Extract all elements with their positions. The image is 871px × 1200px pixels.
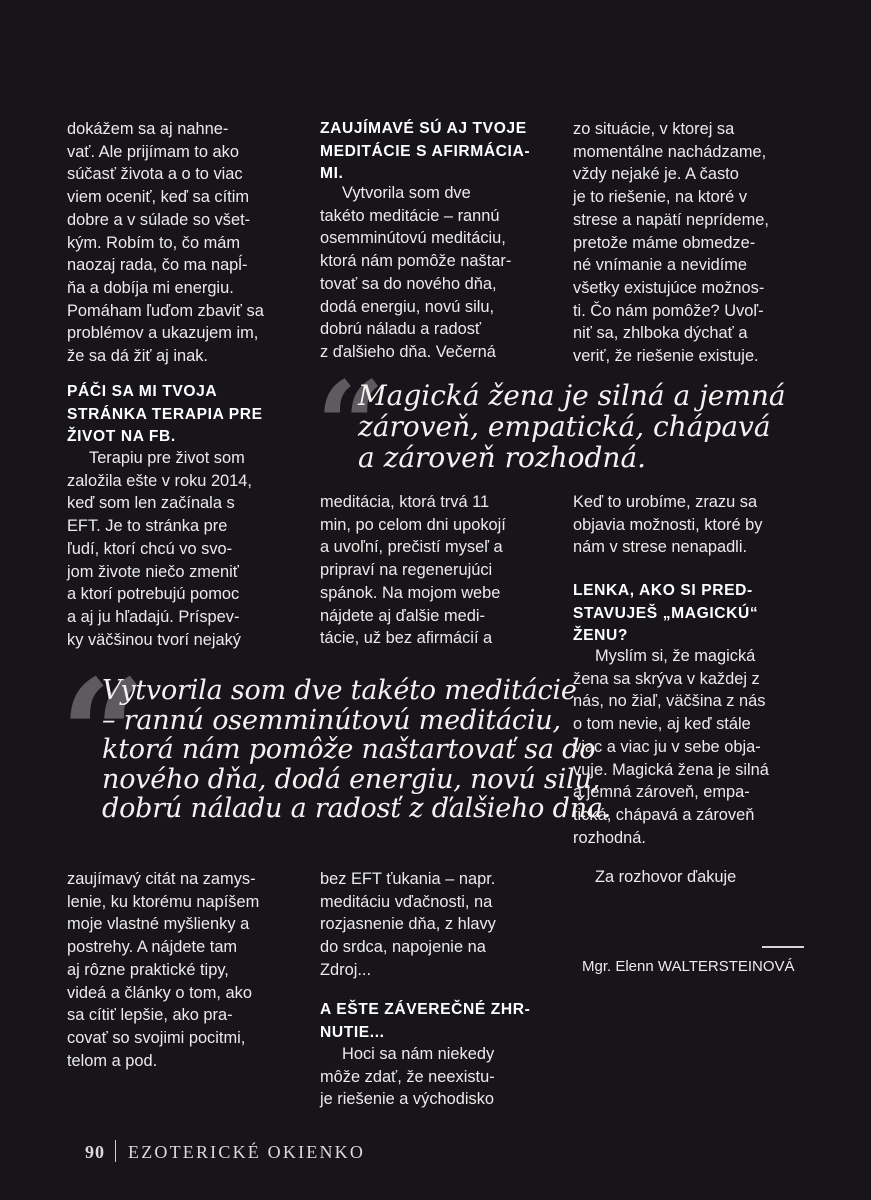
page-footer [85, 1140, 365, 1163]
paragraph-col3-c: Myslím si, že magická žena sa skrýva v každej z nás, no žiaľ, väčšina z nás o tom nevie, aj keď stále viac a viac ju v sebe obja- vuje. Magická žena je silná a jemná zároveň, empa- tická, chápavá a zároveň rozhodná. [573, 647, 769, 847]
question-heading-meditations: ZAUJÍMAVÉ SÚ AJ TVOJE MEDITÁCIE S AFIRMÁCIA- MI. [320, 120, 531, 183]
paragraph-col1-b: Terapiu pre život som založila ešte v roku 2014, keď som len začínala s EFT. Je to stránka pre ľudí, ktorí chcú vo svo- jom živote niečo zmeniť a ktorí potrebujú pomoc a aj ju hľadajú. Príspev- ky väčšinou tvorí nejaký [67, 449, 252, 649]
footer-divider [115, 1140, 116, 1162]
question-heading-fb: PÁČI SA MI TVOJA STRÁNKA TERAPIA PRE ŽIVOT NA FB. [67, 383, 263, 446]
quote-mark-icon: “ [60, 647, 147, 823]
section-title: EZOTERICKÉ OKIENKO [128, 1142, 366, 1162]
question-heading-summary: A EŠTE ZÁVEREČNÉ ZHR- NUTIE... [320, 1001, 531, 1041]
page-number: 90 [85, 1142, 105, 1162]
paragraph-col2-b: meditácia, ktorá trvá 11 min, po celom dni upokojí a uvoľní, prečistí myseľ a pripraví na regenerujúci spánok. Na mojom webe nájdete aj ďalšie medi- tácie, už bez afirmácií a [320, 493, 506, 648]
question-heading-magic-woman: LENKA, AKO SI PRED- STAVUJEŠ „MAGICKÚ“ ŽENU? [573, 582, 759, 645]
quote-mark-icon: “ [316, 355, 386, 496]
author-signature: Mgr. Elenn WALTERSTEINOVÁ [582, 958, 795, 975]
column-1-top [67, 118, 264, 368]
paragraph-col2-c: bez EFT ťukania – napr. meditáciu vďačnosti, na rozjasnenie dňa, z hlavy do srdca, napojenie na Zdroj... [320, 870, 496, 979]
paragraph-col3-a: zo situácie, v ktorej sa momentálne nachádzame, vždy nejaké je. A často je to riešenie, na ktoré v strese a napätí neprídeme, pretože máme obmedze- né vnímanie a nevidíme všetky existujúce možnos- ti. Čo nám pomôže? Uvoľ- niť sa, zhlboka dýchať a veriť, že riešenie existuje. [573, 120, 769, 366]
paragraph-col3-b: Keď to urobíme, zrazu sa objavia možnosti, ktoré by nám v strese nenapadli. [573, 493, 763, 557]
pull-quote-1: Magická žena je silná a jemná zároveň, empatická, chápavá a zároveň rozhodná. [358, 379, 786, 474]
paragraph-col1-a: dokážem sa aj nahne- vať. Ale prijímam to ako súčasť života a o to viac viem oceniť, keď sa cítim dobre a v súlade so všet- kým. Robím to, čo mám naozaj rada, čo ma napĺ- ňa a dobíja mi energiu. Pomáham ľuďom zbaviť sa problémov a ukazujem im, že sa dá žiť aj inak. [67, 120, 264, 366]
thanks-line: Za rozhovor ďakuje [595, 868, 737, 886]
pull-quote-2: Vytvorila som dve takéto meditácie – rannú osemminútovú meditáciu, ktorá nám pomôže naštartovať sa do nového dňa, dodá energiu, novú silu, dobrú náladu a radosť z ďalšieho dňa. [102, 675, 612, 824]
paragraph-col2-d: Hoci sa nám niekedy môže zdať, že neexistu- je riešenie a východisko [320, 1045, 495, 1109]
paragraph-col2-a: Vytvorila som dve takéto meditácie – rannú osemminútovú meditáciu, ktorá nám pomôže naštar- tovať sa do nového dňa, dodá energiu, novú silu, dobrú náladu a radosť z ďalšieho dňa. Večerná [320, 184, 512, 361]
signature-rule [762, 946, 804, 948]
paragraph-col1-c: zaujímavý citát na zamys- lenie, ku ktorému napíšem moje vlastné myšlienky a postrehy. A nájdete tam aj rôzne praktické tipy, videá a články o tom, ako sa cítiť lepšie, ako pra- covať so svojimi pocitmi, telom a pod. [67, 870, 260, 1070]
